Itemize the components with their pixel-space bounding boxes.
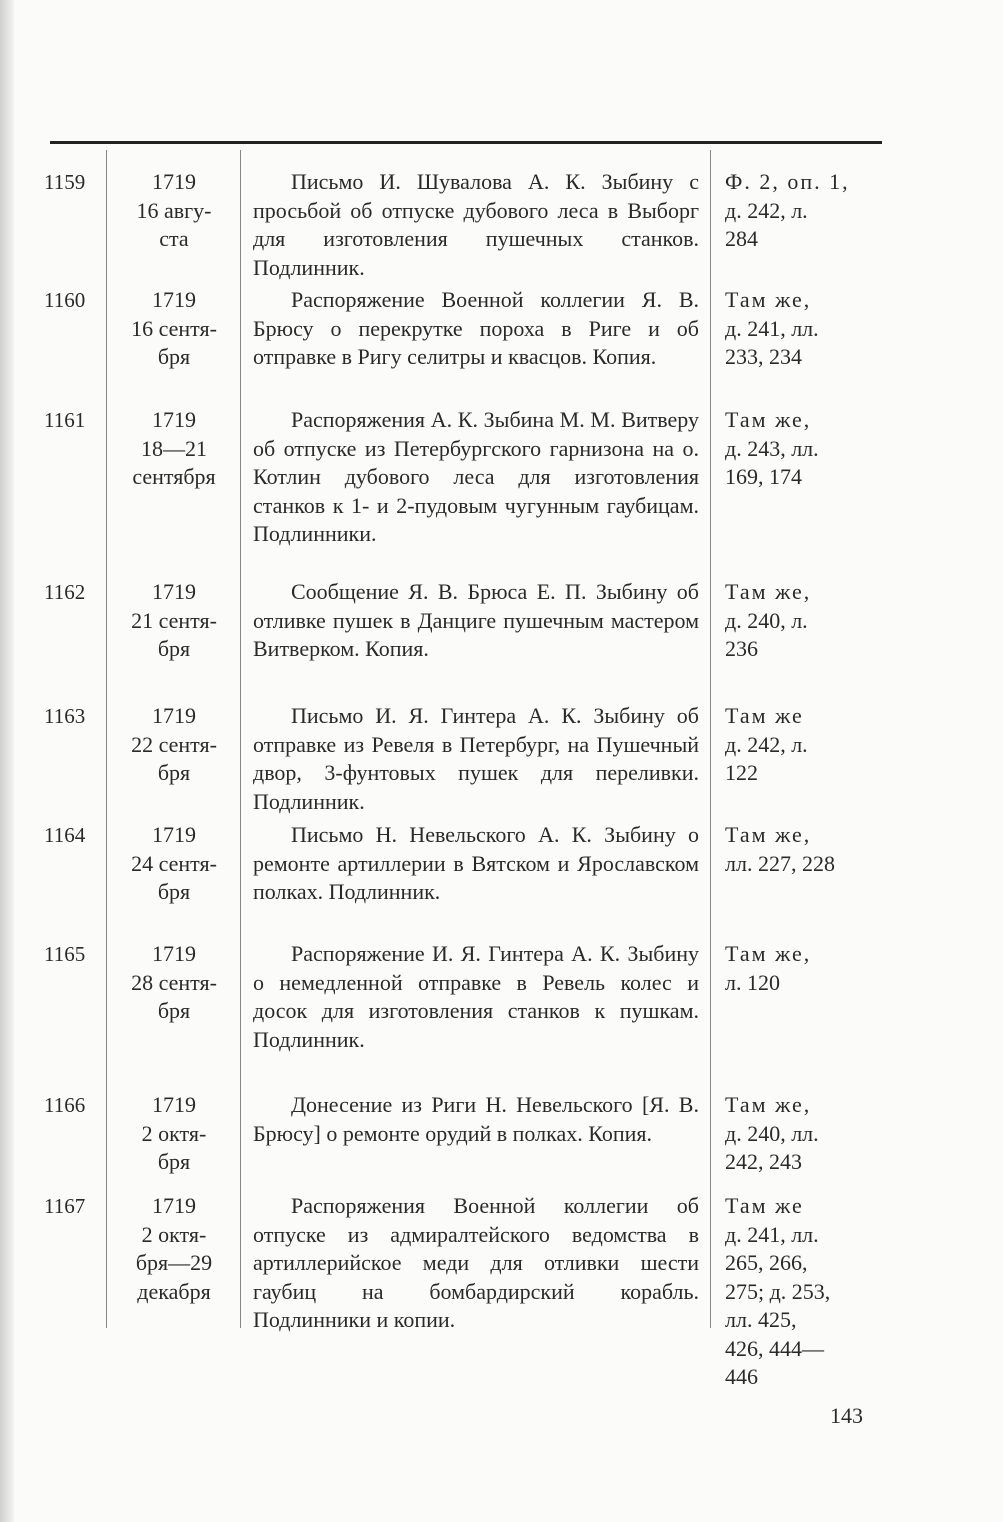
entry-archive-reference xyxy=(725,702,875,788)
entry-archive-reference xyxy=(725,286,875,372)
entry-date xyxy=(116,286,232,372)
entry-archive-line: л. 120 xyxy=(725,969,780,995)
entry-number: 1167 xyxy=(44,1194,86,1218)
entry-date-line: 1719 xyxy=(152,1092,196,1117)
entry-archive-line: 426, 444— xyxy=(725,1335,824,1361)
entry-date-line: 1719 xyxy=(152,941,196,966)
entry-date-line: ста xyxy=(159,226,189,251)
entry-date-line: 16 сентя- xyxy=(131,315,217,341)
entry-date-line: бря xyxy=(157,998,191,1023)
entry-archive-line: Там же, xyxy=(725,822,812,847)
entry-archive-line: лл. 227, 228 xyxy=(725,850,835,876)
entry-archive-line: 242, 243 xyxy=(725,1149,802,1174)
entry-archive-reference xyxy=(725,578,875,664)
entry-archive-reference xyxy=(725,940,875,997)
entry-date-line: 28 сентя- xyxy=(131,969,217,995)
entry-date-line: 2 октя- xyxy=(141,1120,207,1146)
entry-date-line: 1719 xyxy=(152,287,196,312)
entry-date-line: сентября xyxy=(132,464,216,489)
entry-number: 1164 xyxy=(44,823,86,847)
entry-number: 1163 xyxy=(44,704,86,728)
entry-archive-line: Там же xyxy=(725,703,804,728)
entry-archive-line: Ф. 2, оп. 1, xyxy=(725,169,850,194)
entry-date-line: бря xyxy=(157,760,191,785)
entry-date-line: 21 сентя- xyxy=(131,607,217,633)
entry-date-line: 22 сентя- xyxy=(131,731,217,757)
column-divider-number xyxy=(106,150,107,1328)
entry-number: 1166 xyxy=(44,1093,86,1117)
entry-archive-line: Там же, xyxy=(725,941,812,966)
entry-archive-reference xyxy=(725,1091,875,1177)
entry-date-line: 1719 xyxy=(152,579,196,604)
entry-description: Письмо Н. Невельского А. К. Зыбину о ремонте артиллерии в Вятском и Ярославском полках. Подлинник. xyxy=(253,822,699,904)
entry-date-line: 2 октя- xyxy=(141,1221,207,1247)
entry-date-line: бря—29 xyxy=(135,1250,213,1275)
entry-archive-line: Там же, xyxy=(725,1092,812,1117)
entry-date-line: 1719 xyxy=(152,703,196,728)
entry-date xyxy=(116,1091,232,1177)
entry-archive-line: Там же xyxy=(725,1193,804,1218)
entry-date-line: бря xyxy=(157,879,191,904)
entry-date-line: бря xyxy=(157,344,191,369)
entry-date-line: бря xyxy=(157,636,191,661)
entry-archive-line: 169, 174 xyxy=(725,464,802,489)
entry-archive-line: 284 xyxy=(725,226,758,251)
entry-archive-line: 236 xyxy=(725,636,758,661)
entry-number: 1161 xyxy=(44,408,86,432)
page-number: 143 xyxy=(830,1403,863,1428)
entry-description: Распоряжение И. Я. Гинтера А. К. Зыбину о немедленной отправке в Ревель колес и досок для изготовления станков к пушкам. Подлинник. xyxy=(253,941,699,1052)
entry-archive-line: Там же, xyxy=(725,287,812,312)
entry-archive-line: д. 240, лл. xyxy=(725,1120,819,1146)
entry-archive-line: Там же, xyxy=(725,407,812,432)
entry-date-line: 1719 xyxy=(152,822,196,847)
entry-date-line: 1719 xyxy=(152,1193,196,1218)
entry-date xyxy=(116,406,232,492)
entry-archive-reference xyxy=(725,406,875,492)
entry-number: 1159 xyxy=(44,170,86,194)
column-divider-date xyxy=(240,150,241,1328)
entry-archive-reference xyxy=(725,1192,875,1392)
entry-archive-line: 265, 266, xyxy=(725,1250,808,1275)
entry-archive-line: д. 241, лл. xyxy=(725,1221,819,1247)
entry-description: Распоряжения Военной коллегии об отпуске из адмиралтейского ведомства в артиллерийское меди для отливки шести гаубиц на бомбардирский корабль. Подлинники и копии. xyxy=(253,1193,699,1332)
entry-number: 1165 xyxy=(44,942,86,966)
entry-archive-line: д. 240, л. xyxy=(725,607,808,633)
column-divider-description xyxy=(710,150,711,1328)
entry-date-line: бря xyxy=(157,1149,191,1174)
entry-date xyxy=(116,702,232,788)
entry-date-line: 1719 xyxy=(152,407,196,432)
entry-date xyxy=(116,168,232,254)
entry-archive-line: д. 243, лл. xyxy=(725,435,819,461)
entry-description: Письмо И. Я. Гинтера А. К. Зыбину об отправке из Ревеля в Петербург, на Пушечный двор, 3-фунтовых пушек для переливки. Подлинник. xyxy=(253,703,699,814)
entry-archive-reference xyxy=(725,168,875,254)
entry-archive-line: 446 xyxy=(725,1364,758,1389)
entry-description: Распоряжение Военной коллегии Я. В. Брюсу о перекрутке пороха в Риге и об отправке в Ригу селитры и квасцов. Копия. xyxy=(253,287,699,369)
entry-description: Донесение из Риги Н. Невельского [Я. В. Брюсу] о ремонте орудий в полках. Копия. xyxy=(253,1092,699,1146)
entry-date-line: декабря xyxy=(137,1278,211,1304)
entry-description: Сообщение Я. В. Брюса Е. П. Зыбину об отливке пушек в Данциге пушечным мастером Витверком. Копия. xyxy=(253,579,699,661)
entry-archive-line: д. 242, л. xyxy=(725,731,808,757)
entry-archive-reference xyxy=(725,821,875,878)
entry-archive-line: Там же, xyxy=(725,579,812,604)
page-edge-shadow xyxy=(0,0,14,1522)
entry-number: 1160 xyxy=(44,288,86,312)
entry-date xyxy=(116,1192,232,1306)
entry-archive-line: 275; д. 253, xyxy=(725,1278,831,1304)
table-top-rule xyxy=(50,141,882,144)
entry-archive-line: лл. 425, xyxy=(725,1307,797,1332)
entry-date-line: 16 авгу- xyxy=(136,197,212,223)
entry-archive-line: д. 241, лл. xyxy=(725,315,819,341)
entry-date-line: 18—21 xyxy=(141,435,207,461)
entry-date-line: 24 сентя- xyxy=(131,850,217,876)
entry-archive-line: 122 xyxy=(725,760,758,785)
entry-date xyxy=(116,578,232,664)
entry-description: Распоряжения А. К. Зыбина М. М. Витверу об отпуске из Петербургского гарнизона на о. Котлин дубового леса для изготовления станков к 1- и 2-пудовым чугунным гаубицам. Подлинники. xyxy=(253,407,699,546)
entry-archive-line: 233, 234 xyxy=(725,344,802,369)
entry-number: 1162 xyxy=(44,580,86,604)
entry-date xyxy=(116,821,232,907)
entry-description: Письмо И. Шувалова А. К. Зыбину с просьбой об отпуске дубового леса в Выборг для изготовления пушечных станков. Подлинник. xyxy=(253,169,699,280)
entry-date xyxy=(116,940,232,1026)
entry-archive-line: д. 242, л. xyxy=(725,197,808,223)
entry-date-line: 1719 xyxy=(152,169,196,194)
